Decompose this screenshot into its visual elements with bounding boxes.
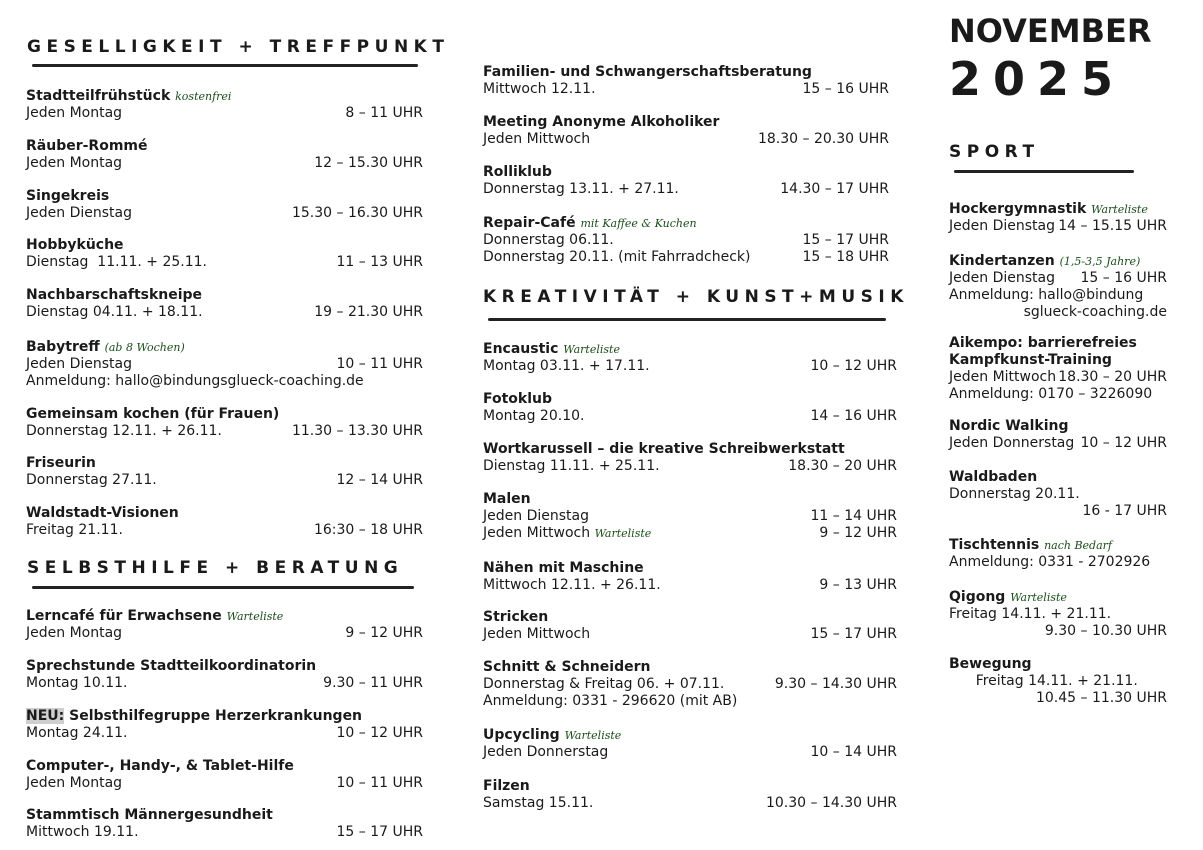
event-title [483, 491, 897, 508]
event-date: Jeden Montag [26, 775, 123, 791]
event-time: 14.30 – 17 UHR [780, 181, 889, 197]
event-title-text: Malen [483, 491, 531, 507]
event-line [483, 181, 889, 198]
event-title [26, 608, 423, 625]
event-title-text: Kindertanzen [949, 253, 1055, 269]
event-date: Jeden Mittwoch [483, 626, 591, 642]
event-date: Anmeldung: 0331 - 2702926 [949, 554, 1151, 570]
event-date: Anmeldung: 0170 – 3226090 [949, 386, 1153, 402]
event-date: Jeden Dienstag [26, 356, 132, 372]
event-line [483, 358, 897, 375]
event-line [26, 423, 423, 440]
section-divider [32, 64, 418, 67]
event-time: 18.30 – 20 UHR [788, 458, 897, 474]
event-entry [483, 609, 897, 643]
event-title-text: Computer-, Handy-, & Tablet-Hilfe [26, 758, 294, 774]
event-title-text: Upcycling [483, 727, 560, 743]
event-entry [483, 491, 897, 542]
event-time: 15 – 16 UHR [802, 81, 889, 97]
event-tag: Warteliste [563, 343, 620, 356]
event-title-text: Stammtisch Männergesundheit [26, 807, 273, 823]
event-line [483, 525, 897, 542]
event-line [483, 795, 897, 812]
event-title-text: Rolliklub [483, 164, 552, 180]
event-date: Jeden Dienstag [483, 508, 589, 524]
event-entry [483, 391, 897, 425]
event-title [26, 505, 423, 522]
event-entry [483, 778, 897, 812]
event-date: Anmeldung: 0331 - 296620 (mit AB) [483, 693, 738, 709]
event-time: 15 – 16 UHR [1080, 270, 1167, 286]
event-time: 9 – 12 UHR [819, 525, 897, 541]
event-time: 9 – 12 UHR [345, 625, 423, 641]
event-date: Montag 24.11. [26, 725, 128, 741]
event-date: Jeden Mittwoch [483, 525, 591, 541]
event-entry [949, 589, 1167, 640]
section-title-selbsthilfe: SELBSTHILFE + BERATUNG [27, 558, 404, 578]
event-title [483, 778, 897, 795]
event-entry [949, 469, 1167, 520]
event-date: Donnerstag 06.11. [483, 232, 614, 248]
event-entry [26, 658, 423, 692]
event-line [483, 458, 897, 475]
event-entry [26, 188, 423, 222]
event-line [26, 356, 423, 373]
event-title [26, 807, 423, 824]
event-time: 8 – 11 UHR [345, 105, 423, 121]
event-title [483, 441, 897, 458]
event-line [483, 693, 897, 710]
event-date: Donnerstag 20.11. (mit Fahrradcheck) [483, 249, 751, 265]
event-title [483, 164, 889, 181]
event-title-text: Nordic Walking [949, 418, 1069, 434]
event-time: 14 – 15.15 UHR [1058, 218, 1167, 234]
event-entry [26, 807, 423, 841]
event-date: Donnerstag 13.11. + 27.11. [483, 181, 679, 197]
event-title-text: Repair-Café [483, 215, 576, 231]
event-time: 15 – 17 UHR [802, 232, 889, 248]
event-date: Jeden Mittwoch [949, 369, 1057, 385]
new-badge: NEU: [26, 708, 65, 724]
event-title [26, 88, 423, 105]
event-title-text: Friseurin [26, 455, 96, 471]
section-divider [32, 586, 414, 589]
event-time: 9 – 13 UHR [819, 577, 897, 593]
event-line [949, 270, 1167, 287]
event-title-text: Qigong [949, 589, 1006, 605]
event-date: Donnerstag 12.11. + 26.11. [26, 423, 222, 439]
event-title [949, 253, 1167, 270]
event-title-text: Lerncafé für Erwachsene [26, 608, 222, 624]
event-line [483, 81, 889, 98]
event-title [26, 708, 423, 725]
event-time: 12 – 14 UHR [336, 472, 423, 488]
event-tag: Warteliste [594, 527, 652, 540]
event-title [26, 188, 423, 205]
event-title-text: Meeting Anonyme Alkoholiker [483, 114, 720, 130]
event-line [483, 626, 897, 643]
event-title [26, 339, 423, 356]
event-time: 15 – 18 UHR [802, 249, 889, 265]
event-title-text: Sprechstunde Stadtteilkoordinatorin [26, 658, 317, 674]
event-tag: (ab 8 Wochen) [104, 341, 185, 354]
event-entry [949, 656, 1167, 707]
event-time: sglueck-coaching.de [1023, 304, 1167, 320]
event-entry [26, 237, 423, 271]
event-date: Jeden Montag [26, 155, 123, 171]
event-title-text: Babytreff [26, 339, 100, 355]
event-tag: Warteliste [226, 610, 284, 623]
event-title [483, 341, 897, 358]
event-date: Montag 10.11. [26, 675, 128, 691]
event-title-text: Räuber-Rommé [26, 138, 148, 154]
event-title [949, 469, 1167, 486]
event-time: 14 – 16 UHR [810, 408, 897, 424]
event-line [26, 472, 423, 489]
event-entry [26, 505, 423, 539]
event-line [949, 623, 1167, 640]
event-title [26, 658, 423, 675]
event-time: 9.30 – 14.30 UHR [774, 676, 897, 692]
event-title-text: Fotoklub [483, 391, 553, 407]
event-entry [949, 253, 1167, 321]
event-line [949, 486, 1167, 503]
event-time: 15 – 17 UHR [336, 824, 423, 840]
event-entry [26, 138, 423, 172]
event-entry [26, 88, 423, 122]
event-title [483, 391, 897, 408]
event-entry [483, 215, 889, 266]
event-time: 16:30 – 18 UHR [313, 522, 423, 538]
event-line [483, 676, 897, 693]
event-title-text: Waldbaden [949, 469, 1038, 485]
section-divider [954, 170, 1134, 173]
event-time: 10 – 11 UHR [336, 775, 423, 791]
event-date: Mittwoch 19.11. [26, 824, 139, 840]
event-line [483, 744, 897, 761]
event-date: Samstag 15.11. [483, 795, 594, 811]
event-time: 10 – 11 UHR [336, 356, 423, 372]
event-title [26, 138, 423, 155]
event-line [26, 205, 423, 222]
event-tag: nach Bedarf [1044, 539, 1112, 552]
event-date: Mittwoch 12.11. + 26.11. [483, 577, 661, 593]
event-date: Freitag 14.11. + 21.11. [949, 673, 1138, 689]
event-title [949, 352, 1167, 369]
event-title-text: Stricken [483, 609, 549, 625]
event-date: Jeden Donnerstag [483, 744, 609, 760]
event-date: Dienstag 11.11. + 25.11. [483, 458, 660, 474]
event-tag: Warteliste [564, 729, 622, 742]
event-time: 15 – 17 UHR [810, 626, 897, 642]
event-line [949, 304, 1167, 321]
event-line [26, 824, 423, 841]
section-title-sport: SPORT [949, 142, 1040, 162]
event-entry [26, 287, 423, 321]
event-date: Donnerstag 20.11. [949, 486, 1080, 502]
event-title-text: Filzen [483, 778, 530, 794]
event-entry [483, 727, 897, 761]
event-line [483, 508, 897, 525]
event-time: 11 – 14 UHR [810, 508, 897, 524]
event-line [26, 105, 423, 122]
event-title [483, 659, 897, 676]
event-line [949, 554, 1167, 571]
event-title [26, 406, 423, 423]
section-divider [488, 318, 886, 321]
event-title [949, 589, 1167, 606]
event-date: Dienstag 04.11. + 18.11. [26, 304, 203, 320]
event-entry [26, 339, 423, 390]
event-entry [949, 418, 1167, 452]
section-title-geselligkeit: GESELLIGKEIT + TREFFPUNKT [27, 37, 450, 57]
event-time: 12 – 15.30 UHR [314, 155, 423, 171]
event-line [483, 232, 889, 249]
event-line [949, 218, 1167, 235]
event-date: Mittwoch 12.11. [483, 81, 596, 97]
event-line [26, 254, 423, 271]
event-line [26, 155, 423, 172]
event-time: 10.30 – 14.30 UHR [765, 795, 897, 811]
event-time: 10 – 12 UHR [810, 358, 897, 374]
event-entry [483, 441, 897, 475]
event-line [26, 373, 423, 390]
event-time: 11 – 13 UHR [336, 254, 423, 270]
event-time: 10.45 – 11.30 UHR [1035, 690, 1167, 706]
event-title [483, 64, 889, 81]
event-date: Dienstag 11.11. + 25.11. [26, 254, 207, 270]
event-time: 9.30 – 10.30 UHR [1044, 623, 1167, 639]
event-entry [26, 708, 423, 742]
event-time: 19 – 21.30 UHR [314, 304, 423, 320]
event-title-text: Schnitt & Schneidern [483, 659, 651, 675]
event-date: Jeden Donnerstag [949, 435, 1075, 451]
event-title-text: Nachbarschaftskneipe [26, 287, 203, 303]
event-tag: kostenfrei [175, 90, 232, 103]
event-line [949, 369, 1167, 386]
event-title-text: Hockergymnastik [949, 201, 1087, 217]
event-line [26, 775, 423, 792]
event-line [26, 522, 423, 539]
event-tag: (1,5-3,5 Jahre) [1059, 255, 1141, 268]
event-date: Freitag 14.11. + 21.11. [949, 606, 1112, 622]
event-title [26, 287, 423, 304]
event-title [483, 727, 897, 744]
event-title [26, 455, 423, 472]
event-title-text: Kampfkunst-Training [949, 352, 1112, 368]
month-title: NOVEMBER [949, 12, 1152, 50]
event-title-text: Bewegung [949, 656, 1032, 672]
event-line [483, 408, 897, 425]
event-line [26, 675, 423, 692]
event-date: Freitag 21.11. [26, 522, 123, 538]
event-date: Montag 20.10. [483, 408, 585, 424]
event-time: 18.30 – 20.30 UHR [757, 131, 889, 147]
event-time: 9.30 – 11 UHR [323, 675, 423, 691]
event-date: Jeden Dienstag [949, 270, 1055, 286]
event-line [483, 249, 889, 266]
event-line [949, 287, 1167, 304]
event-title [949, 537, 1167, 554]
event-title-text: Waldstadt-Visionen [26, 505, 179, 521]
event-line [26, 625, 423, 642]
event-date: Jeden Mittwoch [483, 131, 591, 147]
event-title-text: Wortkarussell – die kreative Schreibwerkstatt [483, 441, 845, 457]
event-title-text: Aikempo: barrierefreies [949, 335, 1137, 351]
event-entry [483, 560, 897, 594]
event-tag: mit Kaffee & Kuchen [580, 217, 697, 230]
event-line [949, 503, 1167, 520]
event-title-text: Tischtennis [949, 537, 1040, 553]
event-date: Jeden Dienstag [26, 205, 132, 221]
event-date: Donnerstag & Freitag 06. + 07.11. [483, 676, 725, 692]
event-time: 11.30 – 13.30 UHR [291, 423, 423, 439]
event-entry [483, 659, 897, 710]
event-title [949, 418, 1167, 435]
event-entry [483, 114, 889, 148]
event-entry [26, 758, 423, 792]
event-tag: Warteliste [1091, 203, 1148, 216]
event-line [949, 673, 1167, 690]
event-line [949, 690, 1167, 707]
event-title-text: Nähen mit Maschine [483, 560, 644, 576]
event-entry [483, 164, 889, 198]
event-title-text: Hobbyküche [26, 237, 124, 253]
event-time: 10 – 12 UHR [336, 725, 423, 741]
event-line [26, 725, 423, 742]
event-date: Jeden Montag [26, 105, 123, 121]
event-entry [949, 201, 1167, 235]
event-title-text: Familien- und Schwangerschaftsberatung [483, 64, 812, 80]
section-title-kreativitaet: KREATIVITÄT + KUNST+MUSIK [483, 287, 909, 307]
event-entry [26, 455, 423, 489]
event-title [949, 656, 1167, 673]
event-title [483, 114, 889, 131]
event-title [26, 758, 423, 775]
event-time: 10 – 14 UHR [810, 744, 897, 760]
event-title [483, 215, 889, 232]
event-title-text: Stadtteilfrühstück [26, 88, 171, 104]
event-entry [26, 406, 423, 440]
event-time: 18.30 – 20 UHR [1058, 369, 1167, 385]
event-entry [26, 608, 423, 642]
event-line [949, 386, 1167, 403]
event-time: 16 - 17 UHR [1082, 503, 1167, 519]
event-time: 10 – 12 UHR [1080, 435, 1167, 451]
event-title-text: Gemeinsam kochen (für Frauen) [26, 406, 280, 422]
event-entry [949, 537, 1167, 571]
event-title-text: Selbsthilfegruppe Herzerkrankungen [69, 708, 363, 724]
event-line [483, 131, 889, 148]
event-date: Donnerstag 27.11. [26, 472, 157, 488]
event-title-text: Encaustic [483, 341, 559, 357]
event-title [949, 201, 1167, 218]
event-line [26, 304, 423, 321]
event-entry [483, 64, 889, 98]
year-title: 2025 [949, 52, 1126, 106]
event-title [949, 335, 1167, 352]
event-time: 15.30 – 16.30 UHR [291, 205, 423, 221]
event-date: Anmeldung: hallo@bindung [949, 287, 1144, 303]
event-date: Anmeldung: hallo@bindungsglueck-coaching.de [26, 373, 364, 389]
event-line [949, 606, 1167, 623]
event-title [26, 237, 423, 254]
event-date: Jeden Montag [26, 625, 123, 641]
event-title [483, 609, 897, 626]
event-title [483, 560, 897, 577]
event-line [949, 435, 1167, 452]
event-date: Montag 03.11. + 17.11. [483, 358, 650, 374]
event-tag: Warteliste [1010, 591, 1067, 604]
event-date: Jeden Dienstag [949, 218, 1055, 234]
event-entry [949, 335, 1167, 403]
event-entry [483, 341, 897, 375]
event-line [483, 577, 897, 594]
event-title-text: Singekreis [26, 188, 110, 204]
